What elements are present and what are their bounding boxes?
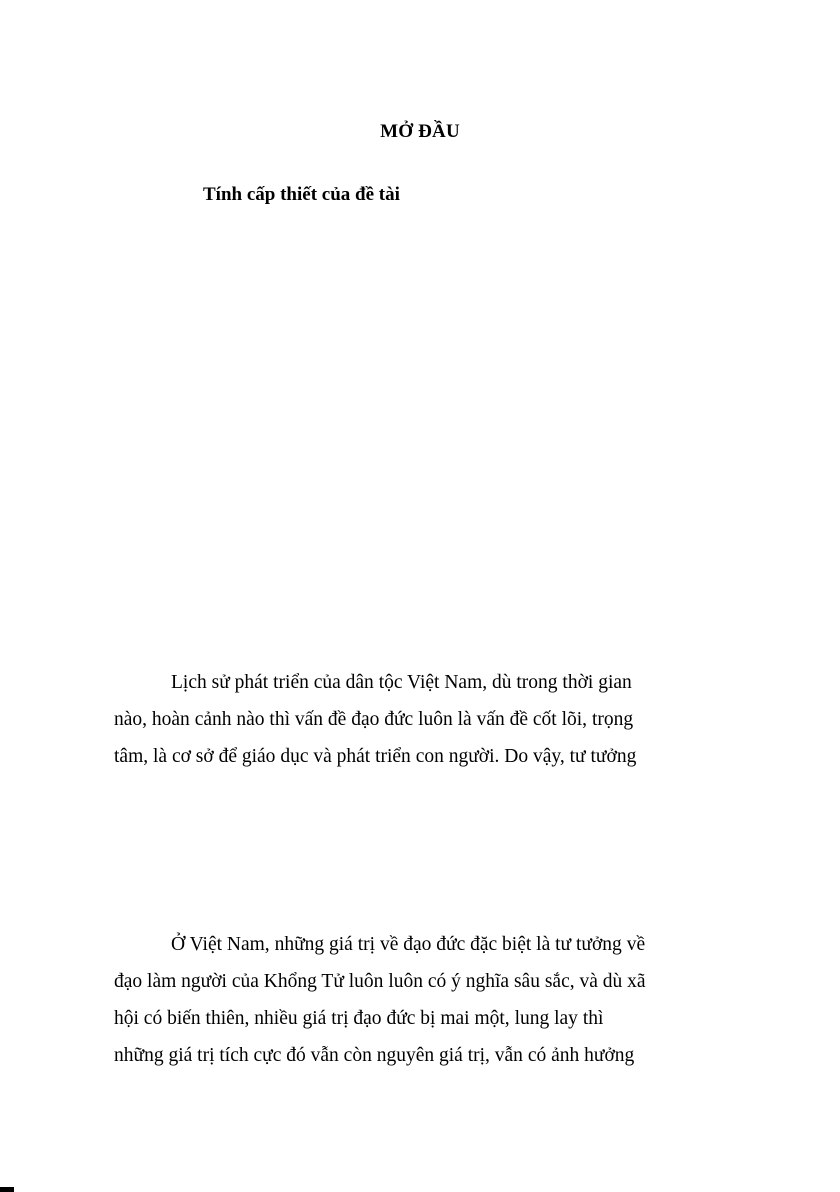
paragraph-2 <box>114 926 727 1074</box>
paragraph-line: Lịch sử phát triển của dân tộc Việt Nam, dù trong thời gian <box>171 672 632 693</box>
paragraph-line: nào, hoàn cảnh nào thì vấn đề đạo đức luôn là vấn đề cốt lõi, trọng <box>114 709 634 730</box>
section-heading: Tính cấp thiết của đề tài <box>203 184 400 205</box>
paragraph-line: tâm, là cơ sở để giáo dục và phát triển con người. Do vậy, tư tưởng <box>114 746 637 767</box>
scan-edge-mark <box>0 1187 14 1192</box>
page-title: MỞ ĐẦU <box>380 121 460 142</box>
paragraph-line: những giá trị tích cực đó vẫn còn nguyên giá trị, vẫn có ảnh hưởng <box>114 1045 635 1066</box>
paragraph-line: Ở Việt Nam, những giá trị về đạo đức đặc biệt là tư tưởng về <box>171 934 646 955</box>
paragraph-line: hội có biến thiên, nhiều giá trị đạo đức bị mai một, lung lay thì <box>114 1008 604 1029</box>
paragraph-line: đạo làm người của Khổng Tử luôn luôn có ý nghĩa sâu sắc, và dù xã <box>114 971 646 992</box>
paragraph-1 <box>114 664 727 775</box>
